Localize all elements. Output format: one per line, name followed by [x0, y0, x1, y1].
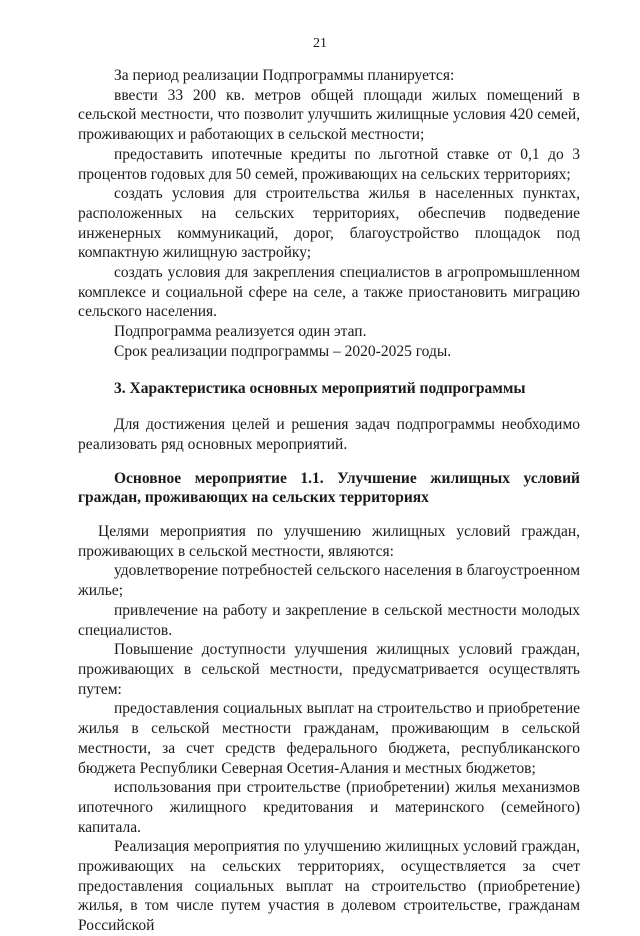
- paragraph: предоставления социальных выплат на строительство и приобретение жилья в сельской местности гражданам, проживающим в сельской местности, за счет средств федерального бюджета, республиканского бюджета Республики Северная Осетия-Алания и местных бюджетов;: [78, 700, 580, 777]
- paragraph: создать условия для закрепления специалистов в агропромышленном комплексе и социальной сфере на селе, а также приостановить миграцию сельского населения.: [78, 264, 580, 321]
- paragraph: ввести 33 200 кв. метров общей площади жилых помещений в сельской местности, что позволит улучшить жилищные условия 420 семей, проживающих и работающих в сельской местности;: [78, 86, 580, 144]
- measure-heading: Основное мероприятие 1.1. Улучшение жилищных условий граждан, проживающих на сельских территориях: [78, 469, 580, 507]
- paragraph: Целями мероприятия по улучшению жилищных условий граждан, проживающих в сельской местности, являются:: [78, 523, 580, 560]
- document-body: [78, 66, 580, 936]
- paragraph: удовлетворение потребностей сельского населения в благоустроенном жилье;: [78, 562, 580, 600]
- paragraph: Срок реализации подпрограммы – 2020-2025 годы.: [114, 342, 452, 360]
- paragraph: предоставить ипотечные кредиты по льготной ставке от 0,1 до 3 процентов годовых для 50 семей, проживающих на сельских территориях;: [78, 145, 580, 183]
- paragraph: За период реализации Подпрограммы планируется:: [114, 67, 455, 84]
- section-intro: Для достижения целей и решения задач подпрограммы необходимо реализовать ряд основных мероприятий.: [78, 416, 580, 453]
- section-heading: 3. Характеристика основных мероприятий подпрограммы: [114, 379, 526, 397]
- paragraph: использования при строительстве (приобретении) жилья механизмов ипотечного жилищного кредитования и материнского (семейного) капитала.: [78, 779, 580, 836]
- paragraph: Повышение доступности улучшения жилищных условий граждан, проживающих в сельской местности, предусматривается осуществлять путем:: [78, 641, 580, 698]
- paragraph: Подпрограмма реализуется один этап.: [114, 323, 367, 341]
- page-number: 21: [313, 36, 327, 51]
- paragraph: Реализация мероприятия по улучшению жилищных условий граждан, проживающих на сельских территориях, осуществляется за счет предоставления социальных выплат на строительство (приобретение) жилья, в том числе путем участия в долевом строительстве, гражданам Российской: [78, 838, 580, 935]
- paragraph: создать условия для строительства жилья в населенных пунктах, расположенных на сельских территориях, обеспечив подведение инженерных коммуникаций, дорог, благоустройство площадок под компактную жилищную застройку;: [78, 185, 580, 262]
- paragraph: привлечение на работу и закрепление в сельской местности молодых специалистов.: [78, 601, 580, 639]
